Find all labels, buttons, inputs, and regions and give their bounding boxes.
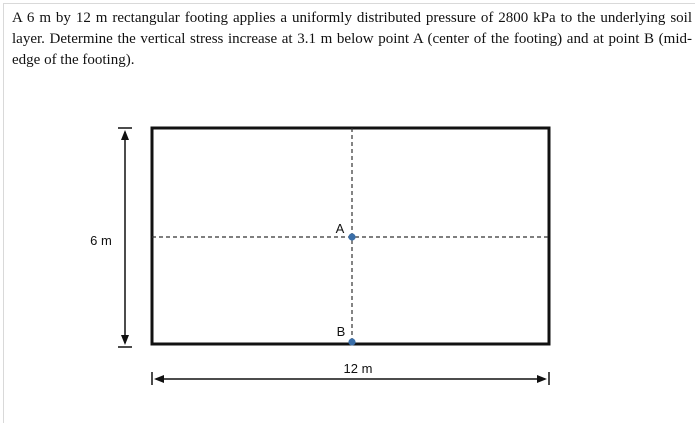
point-b-label: B (336, 324, 346, 339)
problem-statement: A 6 m by 12 m rectangular footing applies a uniformly distributed pressure of 2800 kPa to the underlying soil layer. Determine the vertical stress increase at 3.1 m below point A (center of the footing) and at point B (mid-edge of the footing). (12, 10, 692, 68)
length-label: 12 m (343, 361, 373, 376)
point-a-marker (348, 233, 355, 240)
point-b-marker (348, 338, 355, 345)
width-dimension (118, 128, 132, 347)
width-label: 6 m (90, 233, 112, 248)
point-a-label: A (335, 221, 345, 236)
